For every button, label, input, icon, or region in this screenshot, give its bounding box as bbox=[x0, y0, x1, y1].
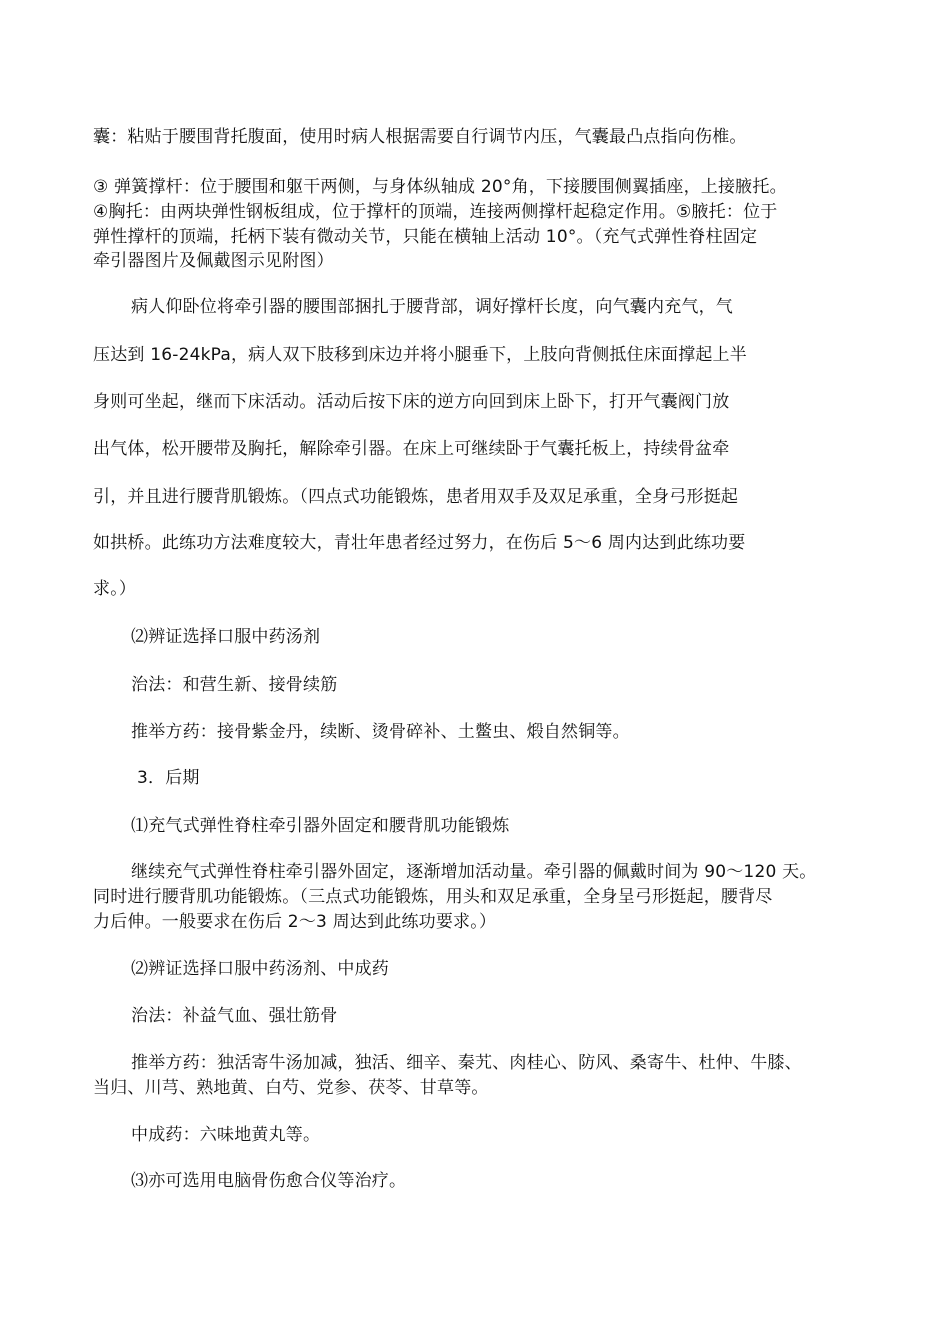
paragraph-line: 病人仰卧位将牵引器的腰围部捆扎于腰背部，调好撑杆长度，向气囊内充气，气 bbox=[131, 297, 733, 317]
paragraph-line: 牵引器图片及佩戴图示见附图） bbox=[93, 251, 334, 271]
paragraph-line: 继续充气式弹性脊柱牵引器外固定，逐渐增加活动量。牵引器的佩戴时间为 90～120 天。 bbox=[131, 862, 817, 882]
paragraph-line: 如拱桥。此练功方法难度较大，青壮年患者经过努力，在伤后 5～6 周内达到此练功要 bbox=[93, 533, 746, 553]
section-heading: ⑵辨证选择口服中药汤剂 bbox=[131, 627, 321, 647]
paragraph-line: 弹性撑杆的顶端，托柄下装有微动关节，只能在横轴上活动 10°。（充气式弹性脊柱固定 bbox=[93, 227, 758, 247]
section-heading: ⑶亦可选用电脑骨伤愈合仪等治疗。 bbox=[131, 1171, 407, 1191]
paragraph-line: 治法：补益气血、强壮筋骨 bbox=[131, 1006, 338, 1026]
paragraph-line: 求。） bbox=[93, 579, 137, 599]
paragraph-line: 推举方药：独活寄牛汤加减，独活、细辛、秦艽、肉桂心、防风、桑寄牛、杜仲、牛膝、 bbox=[131, 1053, 802, 1073]
paragraph-line: 当归、川芎、熟地黄、白芍、党参、茯苓、甘草等。 bbox=[93, 1078, 489, 1098]
paragraph-line: 压达到 16-24kPa，病人双下肢移到床边并将小腿垂下，上肢向背侧抵住床面撑起上半 bbox=[93, 345, 747, 365]
paragraph-line: 引，并且进行腰背肌锻炼。（四点式功能锻炼，患者用双手及双足承重，全身弓形挺起 bbox=[93, 487, 739, 507]
paragraph-line: ③ 弹簧撑杆：位于腰围和躯干两侧，与身体纵轴成 20°角，下接腰围侧翼插座，上接腋托。 bbox=[93, 177, 787, 197]
paragraph-line: 中成药：六味地黄丸等。 bbox=[131, 1125, 321, 1145]
paragraph-line: 身则可坐起，继而下床活动。活动后按下床的逆方向回到床上卧下，打开气囊阀门放 bbox=[93, 392, 730, 412]
paragraph-line: 推举方药：接骨紫金丹，续断、烫骨碎补、土鳖虫、煅自然铜等。 bbox=[131, 722, 630, 742]
paragraph-line: 同时进行腰背肌功能锻炼。（三点式功能锻炼，用头和双足承重，全身呈弓形挺起，腰背尽 bbox=[93, 887, 773, 907]
paragraph-line: 力后伸。一般要求在伤后 2～3 周达到此练功要求。） bbox=[93, 912, 497, 932]
section-heading: ⑴充气式弹性脊柱牵引器外固定和腰背肌功能锻炼 bbox=[131, 816, 510, 836]
section-heading: ⑵辨证选择口服中药汤剂、中成药 bbox=[131, 959, 389, 979]
paragraph-line: 出气体，松开腰带及胸托，解除牵引器。在床上可继续卧于气囊托板上，持续骨盆牵 bbox=[93, 439, 730, 459]
paragraph-line: 治法：和营生新、接骨续筋 bbox=[131, 675, 338, 695]
paragraph-line: ④胸托：由两块弹性钢板组成，位于撑杆的顶端，连接两侧撑杆起稳定作用。⑤腋托：位于 bbox=[93, 202, 778, 222]
paragraph-line: 囊：粘贴于腰围背托腹面，使用时病人根据需要自行调节内压，气囊最凸点指向伤椎。 bbox=[93, 127, 747, 147]
section-heading: 3．后期 bbox=[137, 768, 200, 788]
